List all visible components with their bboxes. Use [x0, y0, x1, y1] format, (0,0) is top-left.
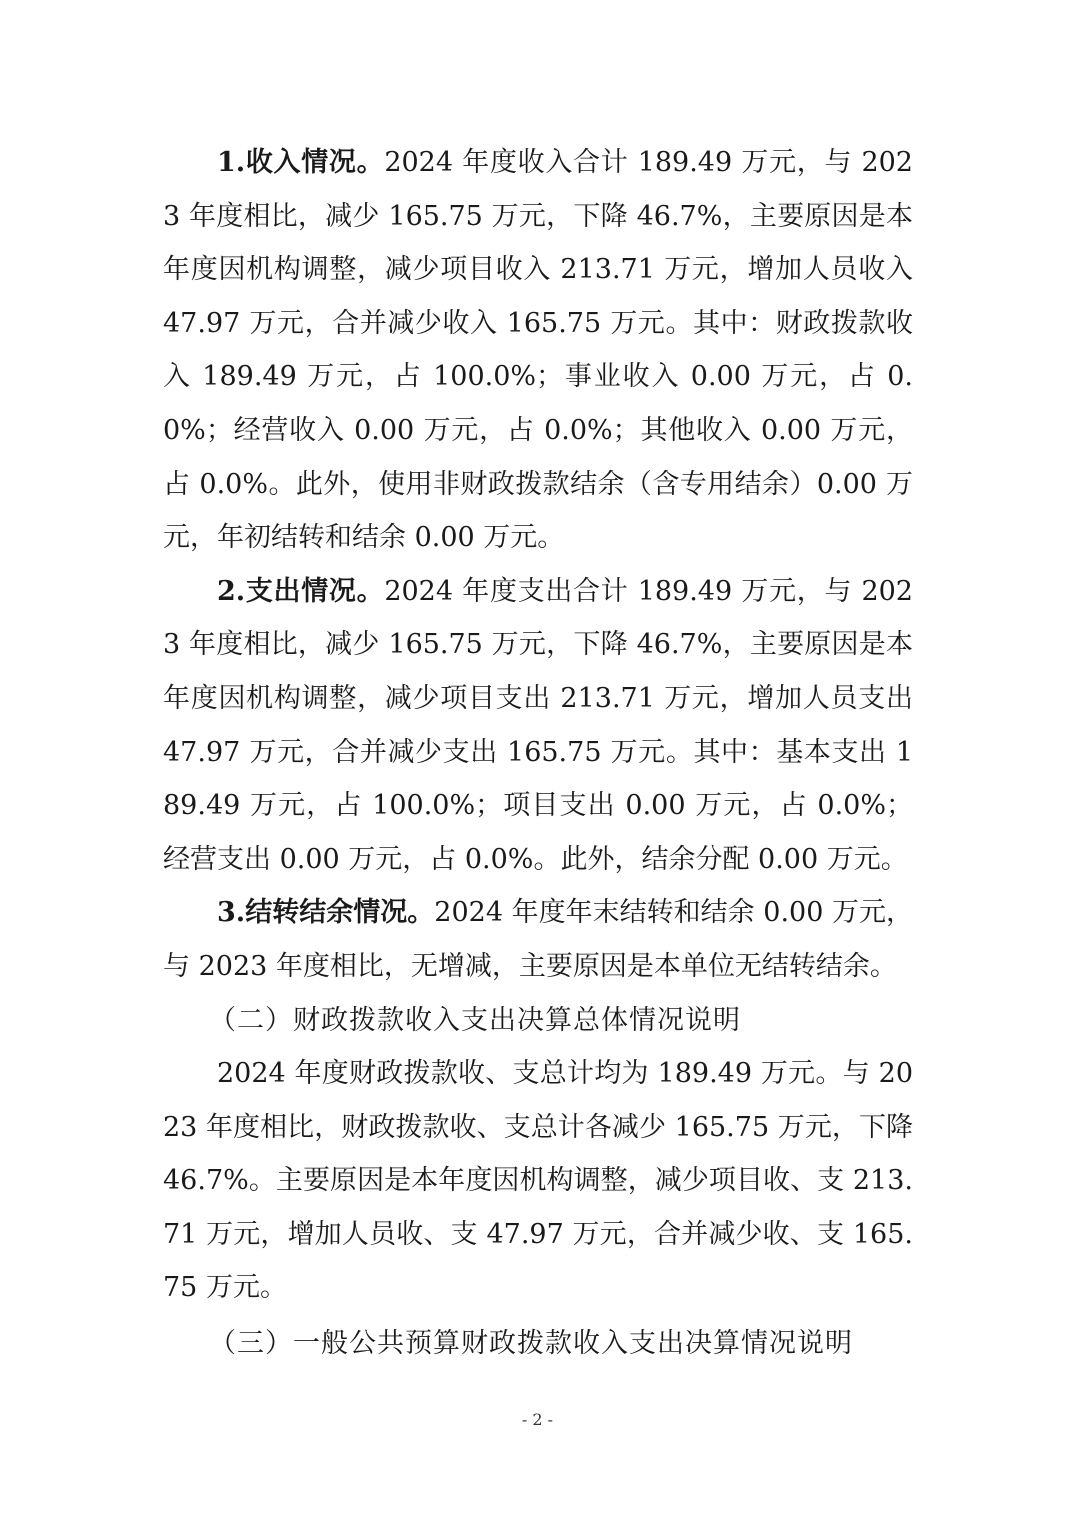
- carryover-heading: 3.结转结余情况。: [217, 897, 435, 929]
- income-paragraph: [163, 136, 913, 565]
- page-number: - 2 -: [521, 1410, 554, 1429]
- carryover-body: 2024 年度年末结转和结余 0.00 万元，与 2023 年度相比，无增减，主要原因是本单位无结转结余。: [163, 897, 914, 982]
- income-body: 2024 年度收入合计 189.49 万元，与 2023 年度相比，减少 165.75 万元，下降 46.7%，主要原因是本年度因机构调整，减少项目收入 213.71 万元，增加人员收入 47.97 万元，合并减少收入 165.75 万元。其中：财政拨款收入 189.49 万元，占 100.0%；事业收入 0.00 万元，占 0.0%；经营收入 0.00 万元，占 0.0%；其他收入 0.00 万元，占 0.0%。此外，使用非财政拨款结余（含专用结余）0.00 万元，年初结转和结余 0.00 万元。: [163, 147, 913, 554]
- expense-heading: 2.支出情况。: [217, 575, 385, 607]
- expense-body: 2024 年度支出合计 189.49 万元，与 2023 年度相比，减少 165.75 万元，下降 46.7%，主要原因是本年度因机构调整，减少项目支出 213.71 万元，增加人员支出 47.97 万元，合并减少支出 165.75 万元。其中：基本支出 189.49 万元，占 100.0%；项目支出 0.00 万元，占 0.0%；经营支出 0.00 万元，占 0.0%。此外，结余分配 0.00 万元。: [163, 575, 913, 875]
- section-2-body: 2024 年度财政拨款收、支总计均为 189.49 万元。与 2023 年度相比，财政拨款收、支总计各减少 165.75 万元，下降 46.7%。主要原因是本年度因机构调整，减少项目收、支 213.71 万元，增加人员收、支 47.97 万元，合并减少收、支 165.75 万元。: [163, 1058, 913, 1304]
- expense-paragraph: [163, 565, 913, 887]
- document-body: [163, 136, 913, 1371]
- section-3-title: （三）一般公共预算财政拨款收入支出决算情况说明: [209, 1328, 853, 1360]
- income-heading: 1.收入情况。: [217, 147, 385, 178]
- carryover-paragraph: [163, 886, 913, 993]
- section-2-title: （二）财政拨款收入支出决算总体情况说明: [209, 1004, 741, 1036]
